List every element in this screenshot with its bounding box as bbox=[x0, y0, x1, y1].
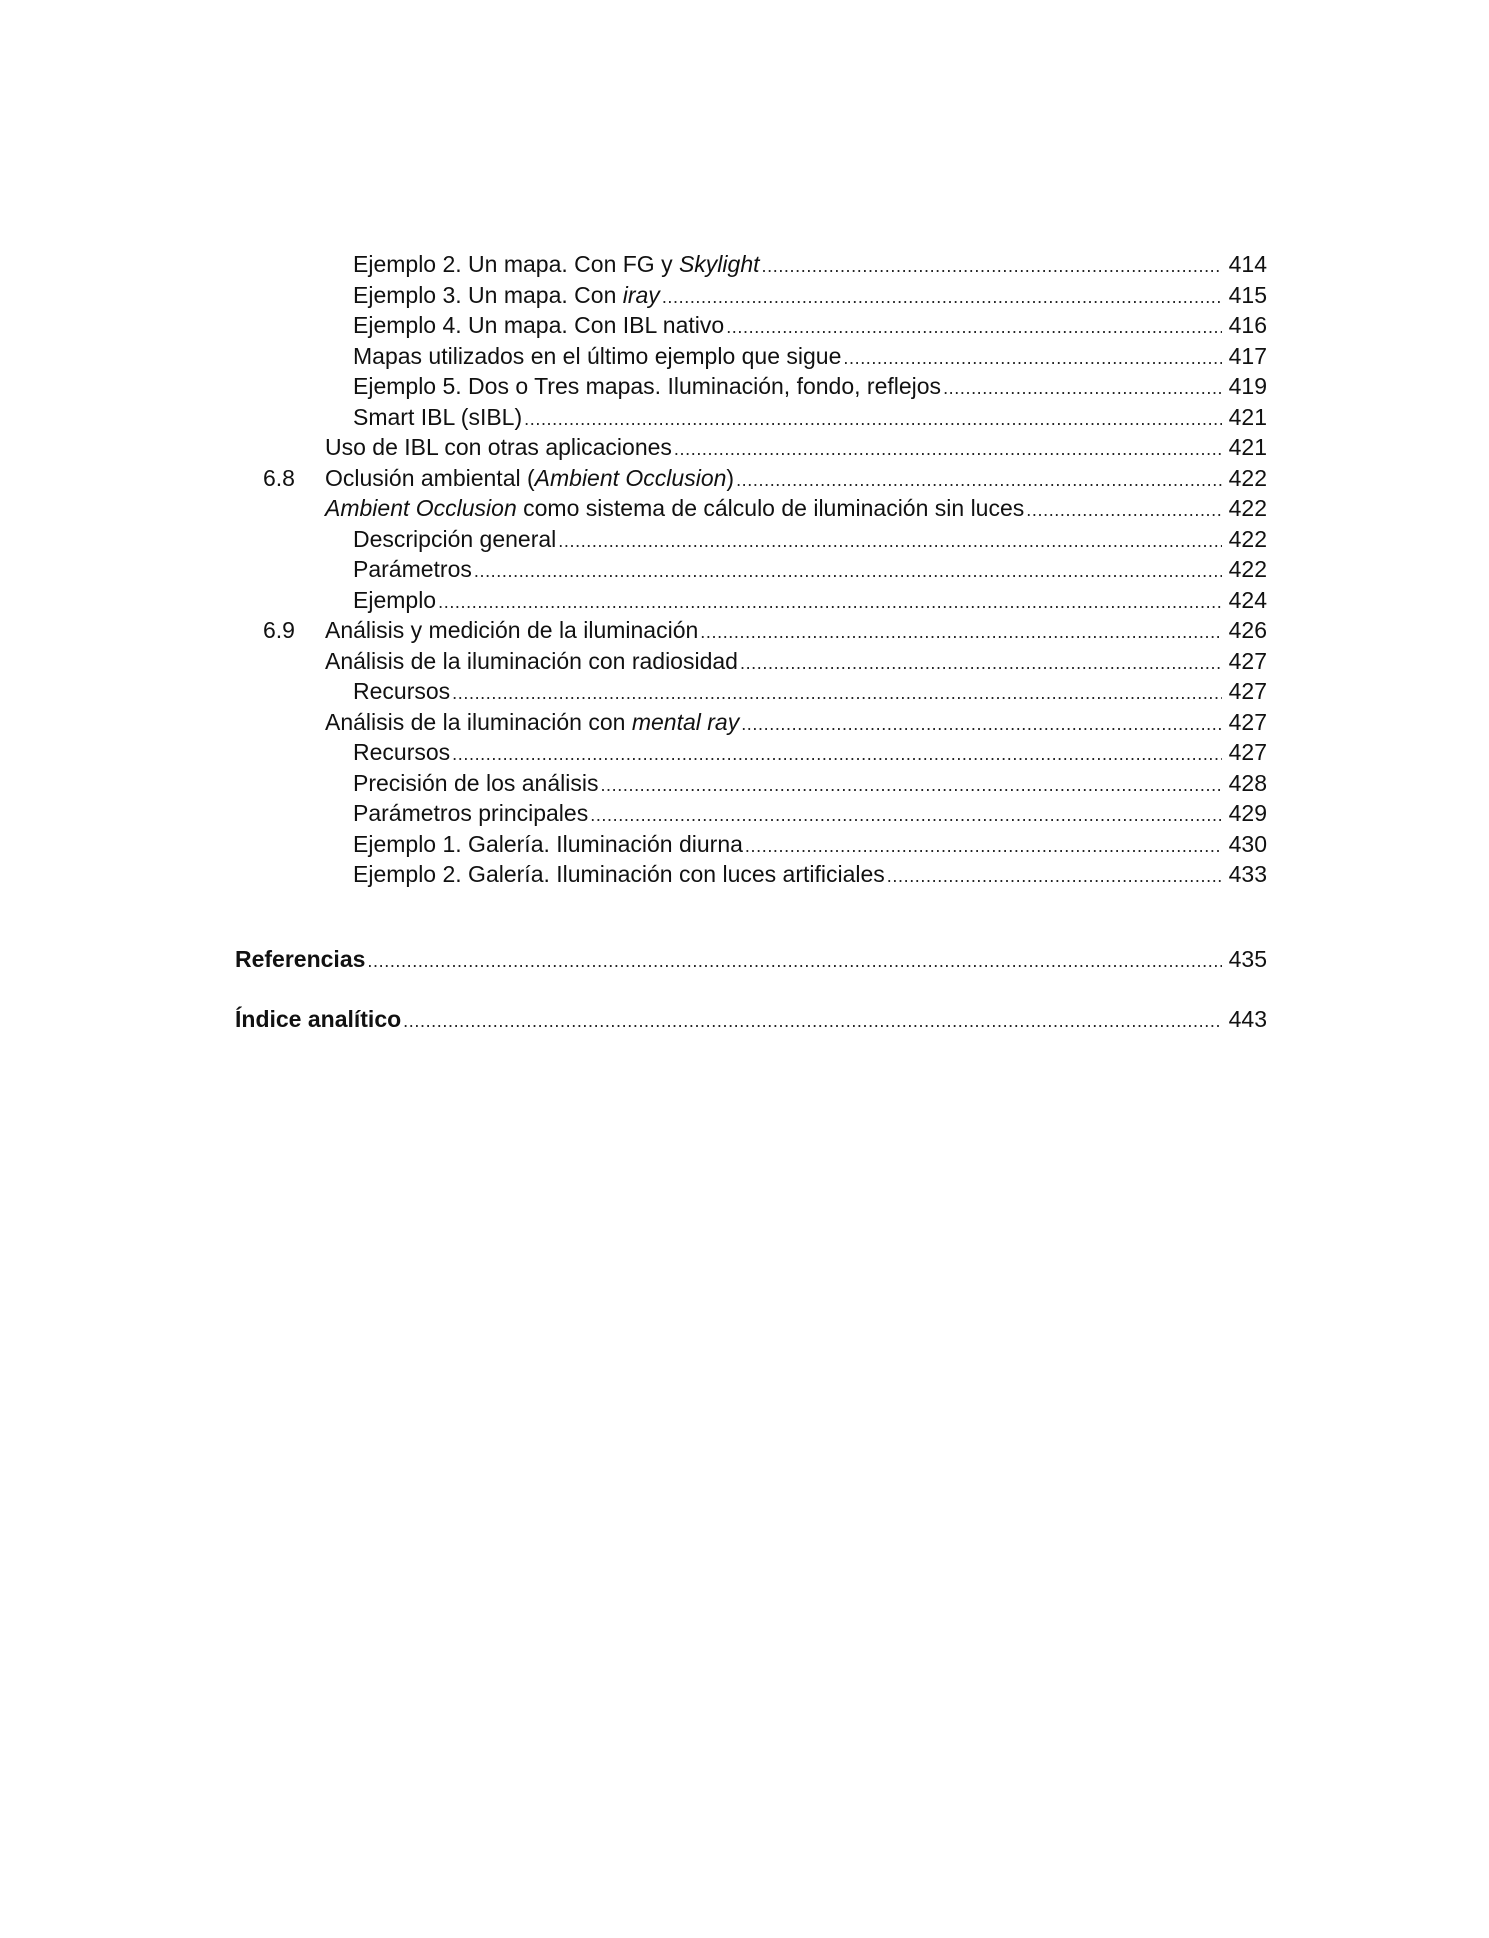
toc-entry-title bbox=[325, 707, 739, 738]
toc-entry-line bbox=[353, 768, 1267, 801]
toc-entry-title bbox=[353, 249, 760, 280]
toc-entry[interactable] bbox=[0, 737, 1489, 768]
toc-entry-line bbox=[325, 707, 1267, 740]
toc-entry[interactable] bbox=[0, 859, 1489, 890]
index-title: Índice analítico bbox=[235, 1006, 402, 1032]
toc-page-number: 427 bbox=[1228, 647, 1267, 674]
references-title: Referencias bbox=[235, 946, 366, 972]
toc-entry-line bbox=[353, 310, 1267, 343]
toc-entry[interactable] bbox=[0, 829, 1489, 860]
toc-entry-title bbox=[353, 768, 598, 799]
toc-entry[interactable] bbox=[0, 463, 1489, 494]
toc-entry[interactable] bbox=[0, 310, 1489, 341]
toc-title-segment: Análisis y medición de la iluminación bbox=[325, 617, 699, 643]
toc-entry[interactable] bbox=[0, 554, 1489, 585]
toc-entry-line bbox=[353, 371, 1267, 404]
dot-leader bbox=[474, 556, 1222, 587]
toc-page-number: 427 bbox=[1228, 678, 1267, 704]
dot-leader bbox=[662, 282, 1222, 313]
toc-entry-line bbox=[353, 524, 1267, 557]
toc-entry-title bbox=[325, 463, 734, 494]
toc-page-number: 429 bbox=[1228, 800, 1267, 826]
toc-title-segment: Oclusión ambiental ( bbox=[325, 464, 535, 491]
toc-title-segment: Parámetros principales bbox=[353, 800, 589, 826]
toc-entry-line bbox=[353, 829, 1267, 862]
toc-entry-title bbox=[325, 615, 698, 646]
toc-page-number: 427 bbox=[1228, 739, 1267, 765]
toc-page-number: 421 bbox=[1228, 403, 1267, 430]
toc-entry-title bbox=[353, 829, 743, 860]
toc-entry[interactable] bbox=[0, 768, 1489, 799]
toc-title-segment: Ejemplo 4. Un mapa. Con IBL nativo bbox=[353, 312, 725, 338]
toc-page-number: 419 bbox=[1228, 373, 1267, 399]
toc-page-number: 416 bbox=[1228, 312, 1267, 338]
toc-entry-line bbox=[353, 280, 1267, 313]
toc-entry-title bbox=[353, 341, 841, 372]
toc-entry[interactable] bbox=[0, 615, 1489, 646]
dot-leader bbox=[674, 434, 1222, 465]
dot-leader bbox=[452, 739, 1222, 770]
dot-leader bbox=[1026, 495, 1222, 526]
toc-entry-title bbox=[353, 859, 885, 890]
toc-title-segment: ) bbox=[726, 464, 735, 491]
toc-entry-title bbox=[353, 371, 941, 402]
toc-entry[interactable] bbox=[0, 371, 1489, 402]
dot-leader bbox=[745, 831, 1222, 862]
toc-entry[interactable] bbox=[0, 432, 1489, 463]
toc-title-segment: Uso de IBL con otras aplicaciones bbox=[325, 434, 672, 460]
toc-entry[interactable] bbox=[0, 402, 1489, 433]
toc-entry-title bbox=[353, 310, 724, 341]
toc-page-number: 422 bbox=[1228, 464, 1267, 491]
toc-title-italic-segment: Ambient Occlusion bbox=[325, 495, 517, 521]
toc-entry[interactable] bbox=[0, 524, 1489, 555]
index-page-number: 443 bbox=[1228, 1006, 1267, 1032]
toc-title-segment: Ejemplo 1. Galería. Iluminación diurna bbox=[353, 830, 743, 857]
toc-title-segment: como sistema de cálculo de iluminación sin luces bbox=[516, 495, 1025, 521]
toc-index-entry[interactable] bbox=[235, 1006, 1267, 1033]
dot-leader bbox=[736, 465, 1222, 496]
toc-page-number: 422 bbox=[1228, 525, 1267, 552]
toc-entry[interactable] bbox=[0, 676, 1489, 707]
references-page-number: 435 bbox=[1228, 946, 1267, 972]
toc-entry-line bbox=[325, 463, 1267, 496]
toc-title-italic-segment: mental ray bbox=[631, 708, 740, 735]
toc-title-italic-segment: Skylight bbox=[678, 251, 760, 277]
toc-entry-line bbox=[353, 249, 1267, 282]
dot-leader bbox=[741, 709, 1222, 740]
dot-leader bbox=[740, 648, 1222, 679]
toc-title-segment: Recursos bbox=[353, 739, 451, 765]
toc-entry-title bbox=[353, 280, 660, 311]
dot-leader bbox=[590, 800, 1222, 831]
toc-entry-title bbox=[353, 524, 556, 555]
toc-entry-line bbox=[325, 493, 1267, 526]
toc-page-number: 422 bbox=[1228, 556, 1267, 582]
toc-title-segment: Ejemplo 2. Un mapa. Con FG y bbox=[353, 251, 679, 277]
toc-title-segment: Parámetros bbox=[353, 556, 472, 582]
toc-entry-line bbox=[353, 585, 1267, 618]
toc-page-number: 433 bbox=[1228, 861, 1267, 887]
dot-leader bbox=[600, 770, 1222, 801]
toc-page-number: 426 bbox=[1228, 617, 1267, 643]
toc-entry-line bbox=[353, 402, 1267, 435]
dot-leader bbox=[524, 404, 1222, 435]
toc-entry-line bbox=[325, 615, 1267, 648]
dot-leader bbox=[943, 373, 1222, 404]
dot-leader bbox=[843, 343, 1222, 374]
toc-entry[interactable] bbox=[0, 646, 1489, 677]
toc-entry-title bbox=[353, 676, 450, 707]
toc-entry[interactable] bbox=[0, 341, 1489, 372]
toc-section-number: 6.9 bbox=[263, 617, 295, 643]
toc-title-segment: Ejemplo 3. Un mapa. Con bbox=[353, 281, 623, 308]
toc-entry-title bbox=[325, 646, 738, 677]
dot-leader bbox=[762, 251, 1222, 282]
toc-entry[interactable] bbox=[0, 798, 1489, 829]
toc-title-segment: Ejemplo 5. Dos o Tres mapas. Iluminación, fondo, reflejos bbox=[353, 373, 942, 399]
toc-title-segment: Análisis de la iluminación con bbox=[325, 708, 632, 735]
toc-entry[interactable] bbox=[0, 493, 1489, 524]
toc-page-number: 415 bbox=[1228, 281, 1267, 308]
toc-title-segment: Ejemplo bbox=[353, 586, 437, 613]
toc-entry-line bbox=[353, 859, 1267, 892]
toc-entry-line bbox=[325, 432, 1267, 465]
toc-entry[interactable] bbox=[0, 280, 1489, 311]
toc-entry-line bbox=[353, 554, 1267, 587]
toc-entry-line bbox=[353, 341, 1267, 374]
toc-entry-title bbox=[353, 402, 522, 433]
toc-page-number: 430 bbox=[1228, 830, 1267, 857]
toc-title-segment: Precisión de los análisis bbox=[353, 769, 599, 796]
toc-entry-line bbox=[325, 646, 1267, 679]
toc-entry[interactable] bbox=[0, 707, 1489, 738]
toc-page-number: 422 bbox=[1228, 495, 1267, 521]
toc-title-italic-segment: iray bbox=[622, 281, 660, 308]
toc-entry-title bbox=[353, 798, 588, 829]
toc-entry-title bbox=[325, 432, 672, 463]
dot-leader bbox=[438, 587, 1222, 618]
toc-entry[interactable] bbox=[0, 585, 1489, 616]
dot-leader bbox=[700, 617, 1222, 648]
table-of-contents bbox=[0, 249, 1489, 890]
toc-page-number: 417 bbox=[1228, 342, 1267, 369]
toc-page-number: 427 bbox=[1228, 708, 1267, 735]
toc-page-number: 421 bbox=[1228, 434, 1267, 460]
toc-entry-line bbox=[353, 798, 1267, 831]
toc-entry-line bbox=[353, 737, 1267, 770]
toc-title-segment: Recursos bbox=[353, 678, 451, 704]
toc-entry-title bbox=[325, 493, 1024, 524]
dot-leader bbox=[887, 861, 1222, 892]
toc-page-number: 414 bbox=[1228, 251, 1267, 277]
toc-entry[interactable] bbox=[0, 249, 1489, 280]
toc-title-segment: Análisis de la iluminación con radiosidad bbox=[325, 647, 738, 674]
toc-title-segment: Ejemplo 2. Galería. Iluminación con luces artificiales bbox=[353, 861, 885, 887]
toc-page-number: 424 bbox=[1228, 586, 1267, 613]
toc-references-entry[interactable] bbox=[235, 946, 1267, 973]
toc-page-number: 428 bbox=[1228, 769, 1267, 796]
toc-entry-title bbox=[353, 554, 472, 585]
toc-title-segment: Descripción general bbox=[353, 525, 557, 552]
toc-title-italic-segment: Ambient Occlusion bbox=[534, 464, 727, 491]
toc-entry-line bbox=[353, 676, 1267, 709]
toc-section-number: 6.8 bbox=[263, 464, 295, 491]
toc-entry-title bbox=[353, 585, 436, 616]
dot-leader bbox=[726, 312, 1222, 343]
toc-title-segment: Mapas utilizados en el último ejemplo que sigue bbox=[353, 342, 842, 369]
toc-title-segment: Smart IBL (sIBL) bbox=[353, 403, 523, 430]
dot-leader bbox=[403, 1011, 1222, 1032]
dot-leader bbox=[558, 526, 1222, 557]
toc-entry-title bbox=[353, 737, 450, 768]
dot-leader bbox=[452, 678, 1222, 709]
dot-leader bbox=[367, 951, 1222, 972]
